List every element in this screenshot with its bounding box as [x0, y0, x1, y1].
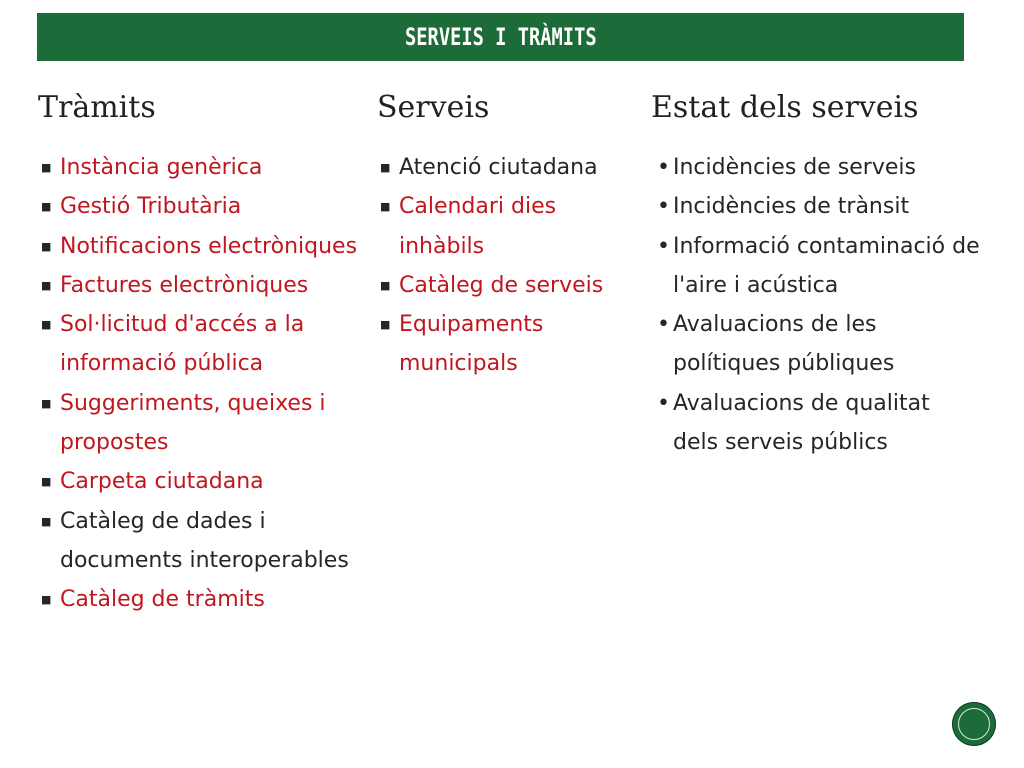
square-bullet-icon: ■ [41, 514, 52, 528]
square-bullet-icon: ■ [41, 239, 52, 253]
square-bullet-icon: ■ [41, 396, 52, 410]
tramits-heading: Tràmits [38, 90, 156, 125]
estat-list [651, 148, 981, 462]
list-item-label: Incidències de trànsit [673, 194, 910, 220]
serveis-heading: Serveis [377, 90, 490, 125]
square-bullet-icon: ■ [41, 161, 52, 174]
list-item[interactable] [38, 266, 368, 305]
list-item [651, 384, 981, 463]
list-item-label[interactable]: Gestió Tributària [60, 194, 242, 220]
list-item-label: Informació contaminació de l'aire i acústica [673, 233, 980, 298]
round-bullet-icon: • [657, 233, 670, 259]
list-item [651, 227, 981, 306]
square-bullet-icon: ■ [41, 200, 52, 214]
list-item[interactable] [377, 305, 642, 384]
round-bullet-icon: • [657, 390, 670, 416]
list-item-label[interactable]: Catàleg de tràmits [60, 587, 265, 613]
round-seal-logo-icon [952, 702, 996, 746]
estat-heading: Estat dels serveis [651, 90, 919, 125]
round-bullet-icon: • [657, 194, 670, 220]
estat-column [651, 80, 981, 462]
round-bullet-icon: • [657, 155, 670, 180]
list-item[interactable] [38, 227, 368, 266]
serveis-list [377, 148, 642, 384]
list-item-label: Atenció ciutadana [399, 155, 598, 180]
list-item[interactable] [38, 187, 368, 226]
list-item-label[interactable]: Sol·licitud d'accés a la informació pública [60, 312, 305, 377]
round-bullet-icon: • [657, 312, 670, 338]
title-bar [37, 13, 964, 61]
list-item [38, 502, 368, 581]
list-item [651, 305, 981, 384]
list-item-label: Avaluacions de qualitat dels serveis públics [673, 390, 930, 456]
list-item-label[interactable]: Calendari dies inhàbils [399, 194, 557, 259]
square-bullet-icon: ■ [380, 161, 391, 174]
page-title: SERVEIS I TRÀMITS [404, 23, 597, 51]
list-item-label[interactable]: Carpeta ciutadana [60, 469, 264, 495]
list-item-label[interactable]: Factures electròniques [60, 272, 309, 298]
square-bullet-icon: ■ [380, 278, 391, 292]
list-item [377, 148, 642, 187]
list-item [651, 187, 981, 226]
square-bullet-icon: ■ [41, 278, 52, 292]
square-bullet-icon: ■ [41, 475, 52, 489]
list-item[interactable] [38, 148, 368, 187]
list-item-label: Catàleg de dades i documents interoperables [60, 508, 349, 573]
list-item[interactable] [38, 580, 368, 619]
tramits-list [38, 148, 368, 620]
list-item[interactable] [38, 305, 368, 384]
list-item-label[interactable]: Instància genèrica [60, 155, 263, 180]
list-item-label[interactable]: Equipaments municipals [399, 312, 544, 377]
list-item-label[interactable]: Catàleg de serveis [399, 272, 604, 298]
list-item [651, 148, 981, 187]
list-item-label: Avaluacions de les polítiques públiques [673, 312, 895, 377]
square-bullet-icon: ■ [41, 318, 52, 332]
square-bullet-icon: ■ [41, 593, 52, 607]
square-bullet-icon: ■ [380, 200, 391, 214]
tramits-column [38, 80, 368, 620]
list-item[interactable] [38, 384, 368, 463]
list-item[interactable] [38, 462, 368, 501]
list-item[interactable] [377, 187, 642, 266]
list-item[interactable] [377, 266, 642, 305]
serveis-column [377, 80, 642, 384]
list-item-label[interactable]: Notificacions electròniques [60, 233, 358, 259]
square-bullet-icon: ■ [380, 318, 391, 332]
list-item-label[interactable]: Suggeriments, queixes i propostes [60, 390, 326, 456]
list-item-label: Incidències de serveis [673, 155, 916, 180]
